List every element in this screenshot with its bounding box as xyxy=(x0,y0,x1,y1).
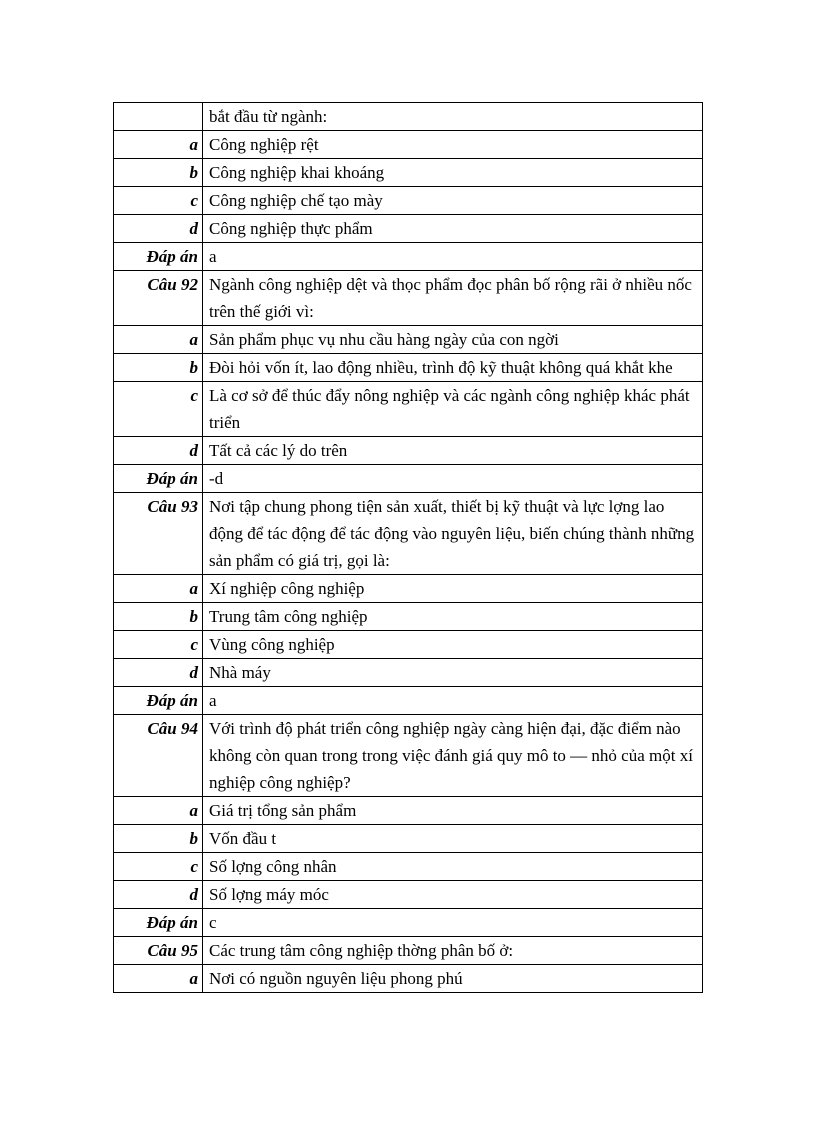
table-row xyxy=(114,909,703,937)
row-text: c xyxy=(203,909,703,937)
row-label: a xyxy=(114,797,203,825)
table-row xyxy=(114,881,703,909)
table-row xyxy=(114,103,703,131)
row-text: Số lợng công nhân xyxy=(203,853,703,881)
row-label: Câu 94 xyxy=(114,715,203,797)
row-text: Nơi có nguồn nguyên liệu phong phú xyxy=(203,965,703,993)
row-label xyxy=(114,103,203,131)
table-row xyxy=(114,631,703,659)
row-label: Câu 92 xyxy=(114,271,203,326)
table-row xyxy=(114,715,703,797)
row-text: Đòi hỏi vốn ít, lao động nhiều, trình độ kỹ thuật không quá khắt khe xyxy=(203,354,703,382)
row-label: b xyxy=(114,159,203,187)
row-text: Với trình độ phát triển công nghiệp ngày càng hiện đại, đặc điểm nào không còn quan trong trong việc đánh giá quy mô to — nhỏ của một xí nghiệp công nghiệp? xyxy=(203,715,703,797)
table-row xyxy=(114,825,703,853)
table-row xyxy=(114,243,703,271)
row-text: Giá trị tổng sản phẩm xyxy=(203,797,703,825)
table-row xyxy=(114,131,703,159)
row-label: a xyxy=(114,131,203,159)
row-label: Câu 95 xyxy=(114,937,203,965)
row-text: Sản phẩm phục vụ nhu cầu hàng ngày của con ngời xyxy=(203,326,703,354)
question-table xyxy=(113,102,703,993)
row-text: Xí nghiệp công nghiệp xyxy=(203,575,703,603)
row-label: d xyxy=(114,659,203,687)
table-row xyxy=(114,797,703,825)
row-text: Công nghiệp khai khoáng xyxy=(203,159,703,187)
table-row xyxy=(114,382,703,437)
row-label: c xyxy=(114,187,203,215)
row-text: Tất cả các lý do trên xyxy=(203,437,703,465)
row-label: Đáp án xyxy=(114,465,203,493)
row-label: d xyxy=(114,437,203,465)
table-row xyxy=(114,465,703,493)
table-row xyxy=(114,575,703,603)
row-label: c xyxy=(114,382,203,437)
row-text: Nơi tập chung phong tiện sản xuất, thiết bị kỹ thuật và lực lợng lao động để tác động để tác động vào nguyên liệu, biến chúng thành những sản phẩm có giá trị, gọi là: xyxy=(203,493,703,575)
row-text: Công nghiệp thực phẩm xyxy=(203,215,703,243)
row-text: Vốn đầu t xyxy=(203,825,703,853)
row-label: Đáp án xyxy=(114,243,203,271)
table-row xyxy=(114,187,703,215)
table-row xyxy=(114,659,703,687)
row-text: Nhà máy xyxy=(203,659,703,687)
row-text: Là cơ sở để thúc đẩy nông nghiệp và các ngành công nghiệp khác phát triển xyxy=(203,382,703,437)
row-text: -d xyxy=(203,465,703,493)
row-label: d xyxy=(114,881,203,909)
table-row xyxy=(114,853,703,881)
table-row xyxy=(114,159,703,187)
row-label: b xyxy=(114,825,203,853)
table-row xyxy=(114,493,703,575)
row-text: a xyxy=(203,687,703,715)
table-row xyxy=(114,354,703,382)
row-text: Vùng công nghiệp xyxy=(203,631,703,659)
row-text: bắt đầu từ ngành: xyxy=(203,103,703,131)
row-label: a xyxy=(114,575,203,603)
row-label: a xyxy=(114,965,203,993)
row-text: a xyxy=(203,243,703,271)
table-row xyxy=(114,326,703,354)
row-text: Ngành công nghiệp dệt và thọc phẩm đọc phân bố rộng rãi ở nhiều nốc trên thế giới vì: xyxy=(203,271,703,326)
table-row xyxy=(114,603,703,631)
row-text: Trung tâm công nghiệp xyxy=(203,603,703,631)
table-row xyxy=(114,687,703,715)
row-label: b xyxy=(114,603,203,631)
table-row xyxy=(114,271,703,326)
row-label: b xyxy=(114,354,203,382)
table-row xyxy=(114,437,703,465)
row-text: Công nghiệp chế tạo mày xyxy=(203,187,703,215)
row-label: Câu 93 xyxy=(114,493,203,575)
row-label: a xyxy=(114,326,203,354)
document-page xyxy=(113,102,703,993)
row-label: d xyxy=(114,215,203,243)
row-label: c xyxy=(114,853,203,881)
table-row xyxy=(114,215,703,243)
table-row xyxy=(114,937,703,965)
row-label: Đáp án xyxy=(114,909,203,937)
table-row xyxy=(114,965,703,993)
row-text: Công nghiệp rệt xyxy=(203,131,703,159)
row-text: Các trung tâm công nghiệp thờng phân bố ở: xyxy=(203,937,703,965)
row-label: Đáp án xyxy=(114,687,203,715)
row-text: Số lợng máy móc xyxy=(203,881,703,909)
row-label: c xyxy=(114,631,203,659)
